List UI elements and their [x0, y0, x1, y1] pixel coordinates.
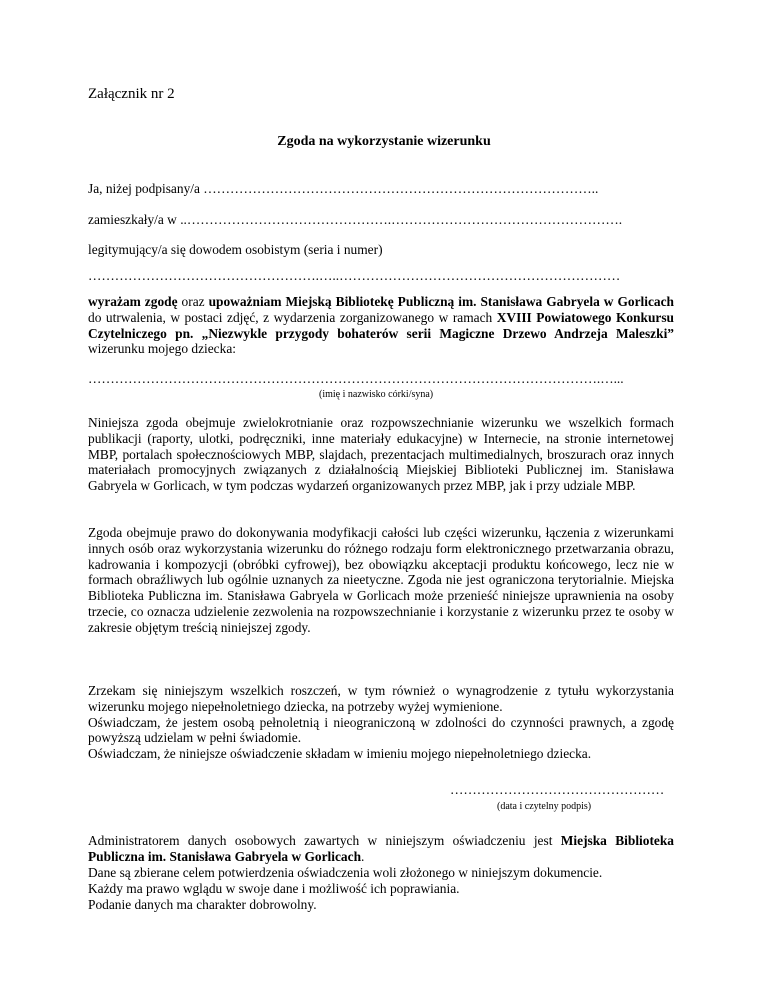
attachment-label: Załącznik nr 2 [88, 86, 175, 102]
data-voluntary: Podanie danych ma charakter dobrowolny. [88, 896, 317, 912]
data-access-right: Każdy ma prawo wglądu w swoje dane i możliwość ich poprawiania. [88, 880, 460, 896]
id-document-field: legitymujący/a się dowodem osobistym (seria i numer) [88, 242, 383, 257]
consent-text-1: oraz [177, 294, 209, 309]
admin-bold: Miejska Biblioteka Publiczna im. Stanisława Gabryela w Gorlicach [88, 833, 674, 864]
scope-paragraph: Niniejsza zgoda obejmuje zwielokrotnianie oraz rozpowszechnianie wizerunku we wszelkich formach publikacji (raporty, ulotki, podręczniki, inne materiały edukacyjne) w Internecie, na stronie internetowej MBP, portalach społecznościowych MBP, slajdach, prezentacjach multimedialnych, broszurach oraz innych materiałach promocyjnych związanych z działalnością Miejskiej Biblioteki Publicznej im. Stanisława Gabryela w Gorlicach, w tym podczas wydarzeń organizowanych przez MBP, jak i przy udziale MBP. [88, 415, 674, 494]
consent-bold-1: wyrażam zgodę [88, 294, 178, 309]
consent-bold-3: XVIII Powiatowego Konkursu Czytelniczego pn. „Niezwykle przygody bohaterów serii Magiczne Drzewo Andrzeja Maleszki” [88, 309, 674, 341]
id-document-line: …………………………………………….…..……………………………………………………… [88, 268, 621, 283]
waiver-paragraph [88, 683, 674, 762]
admin-text-2: . [361, 848, 365, 864]
address-field: zamieszkały/a w ..……………………………………….……………………………………………. [88, 212, 623, 227]
capacity-statement: Oświadczam, że jestem osobą pełnoletnią i nieograniczoną w zdolności do czynności prawnych, a zgodę powyższą udzielam w pełni świadomie. [88, 714, 674, 746]
consent-bold-2: upoważniam Miejską Bibliotekę Publiczną im. Stanisława Gabryela w Gorlicach [208, 294, 674, 309]
undersigned-field: Ja, niżej podpisany/a …………………………………………………………………………….. [88, 181, 599, 196]
signature-caption: (data i czytelny podpis) [497, 801, 592, 812]
child-name-caption: (imię i nazwisko córki/syna) [319, 389, 434, 400]
modification-paragraph: Zgoda obejmuje prawo do dokonywania modyfikacji całości lub części wizerunku, łączenia z wizerunkami innych osób oraz wykorzystania wizerunku do różnego rodzaju form elektronicznego przetwarzania obrazu, kadrowania i kompozycji (obróbki cyfrowej), bez obowiązku akceptacji produktu końcowego, lecz nie w formach obraźliwych lub ogólnie uznanych za nieetyczne. Zgoda nie jest ograniczona terytorialnie. Miejska Biblioteka Publiczna im. Stanisława Gabryela w Gorlicach może przenieść niniejsze uprawnienia na osoby trzecie, co oznacza udzielenie zezwolenia na rozpowszechnianie i korzystanie z wizerunku przez te osoby w zakresie objętym treścią niniejszej zgody. [88, 525, 674, 635]
consent-paragraph [88, 294, 674, 357]
data-info-list [88, 865, 688, 912]
page-title: Zgoda na wykorzystanie wizerunku [277, 134, 491, 149]
admin-text-1: Administratorem danych osobowych zawartych w niniejszym oświadczeniu jest [88, 833, 561, 848]
consent-text-3: wizerunku mojego dziecka: [88, 341, 236, 357]
data-purpose: Dane są zbierane celem potwierdzenia oświadczenia woli złożonego w niniejszym dokumencie. [88, 865, 603, 880]
on-behalf-statement: Oświadczam, że niniejsze oświadczenie składam w imieniu mojego niepełnoletniego dziecka. [88, 746, 592, 762]
waiver-text: Zrzekam się niniejszym wszelkich roszczeń, w tym również o wynagrodzenie z tytułu wykorzystania wizerunku mojego niepełnoletniego dziecka, na potrzeby wyżej wymienione. [88, 683, 674, 714]
data-admin-paragraph [88, 833, 674, 865]
child-name-line: …………………………………………………………………………………………………….…... [88, 371, 624, 386]
signature-line: ………………………………………… [450, 782, 665, 797]
consent-text-2: do utrwalenia, w postaci zdjęć, z wydarzenia zorganizowanego w ramach [88, 309, 497, 325]
